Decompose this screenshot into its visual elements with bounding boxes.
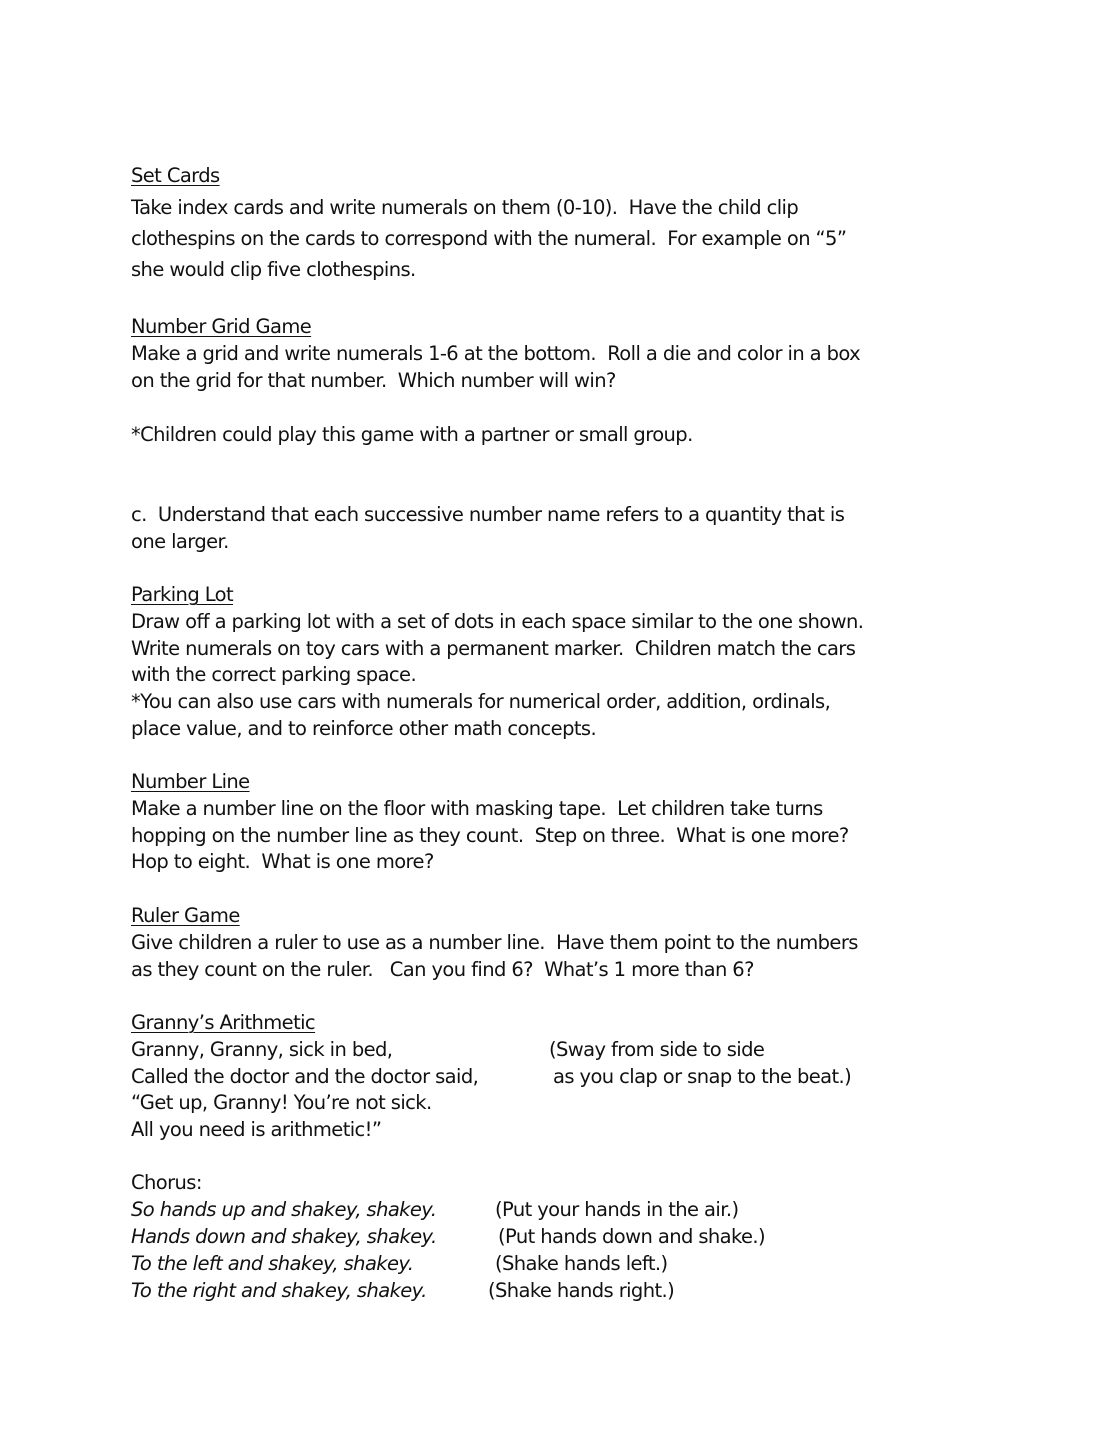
ruler-game-line: Give children a ruler to use as a number line. Have them point to the numbers — [131, 931, 858, 954]
heading-ruler-game: Ruler Game — [131, 904, 240, 927]
parking-lot-line: Draw off a parking lot with a set of dots in each space similar to the one shown. — [131, 610, 864, 633]
chorus-lyric: To the right and shakey, shakey. — [131, 1279, 427, 1302]
number-line-line: Make a number line on the floor with masking tape. Let children take turns — [131, 797, 823, 820]
verse-line: All you need is arithmetic!” — [131, 1118, 382, 1141]
set-cards-line: Take index cards and write numerals on them (0-10). Have the child clip — [131, 196, 799, 219]
parking-lot-line: *You can also use cars with numerals for numerical order, addition, ordinals, — [131, 690, 831, 713]
chorus-action: (Shake hands right.) — [488, 1279, 675, 1302]
number-grid-line: on the grid for that number. Which number will win? — [131, 369, 616, 392]
number-line-line: hopping on the number line as they count. Step on three. What is one more? — [131, 824, 849, 847]
heading-number-line: Number Line — [131, 770, 250, 793]
heading-grannys-arithmetic: Granny’s Arithmetic — [131, 1011, 316, 1034]
chorus-action: (Put hands down and shake.) — [498, 1225, 765, 1248]
chorus-action: (Shake hands left.) — [495, 1252, 668, 1275]
chorus-label: Chorus: — [131, 1171, 202, 1194]
heading-parking-lot: Parking Lot — [131, 583, 233, 606]
verse-action: as you clap or snap to the beat.) — [553, 1065, 852, 1088]
set-cards-line: she would clip five clothespins. — [131, 258, 416, 281]
number-grid-line: Make a grid and write numerals 1-6 at the bottom. Roll a die and color in a box — [131, 342, 861, 365]
verse-line: Granny, Granny, sick in bed, — [131, 1038, 393, 1061]
parking-lot-line: Write numerals on toy cars with a permanent marker. Children match the cars — [131, 637, 856, 660]
verse-line: Called the doctor and the doctor said, — [131, 1065, 479, 1088]
chorus-lyric: So hands up and shakey, shakey. — [131, 1198, 437, 1221]
number-grid-note: *Children could play this game with a partner or small group. — [131, 423, 693, 446]
chorus-action: (Put your hands in the air.) — [495, 1198, 739, 1221]
heading-number-grid-game: Number Grid Game — [131, 315, 312, 338]
heading-set-cards: Set Cards — [131, 164, 220, 187]
chorus-lyric: Hands down and shakey, shakey. — [131, 1225, 437, 1248]
verse-line: “Get up, Granny! You’re not sick. — [131, 1091, 432, 1114]
parking-lot-line: place value, and to reinforce other math concepts. — [131, 717, 597, 740]
number-line-line: Hop to eight. What is one more? — [131, 850, 434, 873]
verse-action: (Sway from side to side — [549, 1038, 765, 1061]
set-cards-line: clothespins on the cards to correspond with the numeral. For example on “5” — [131, 227, 847, 250]
parking-lot-line: with the correct parking space. — [131, 663, 417, 686]
standard-c-line: c. Understand that each successive number name refers to a quantity that is — [131, 503, 845, 526]
standard-c-line: one larger. — [131, 530, 229, 553]
chorus-lyric: To the left and shakey, shakey. — [131, 1252, 414, 1275]
ruler-game-line: as they count on the ruler. Can you find 6? What’s 1 more than 6? — [131, 958, 754, 981]
